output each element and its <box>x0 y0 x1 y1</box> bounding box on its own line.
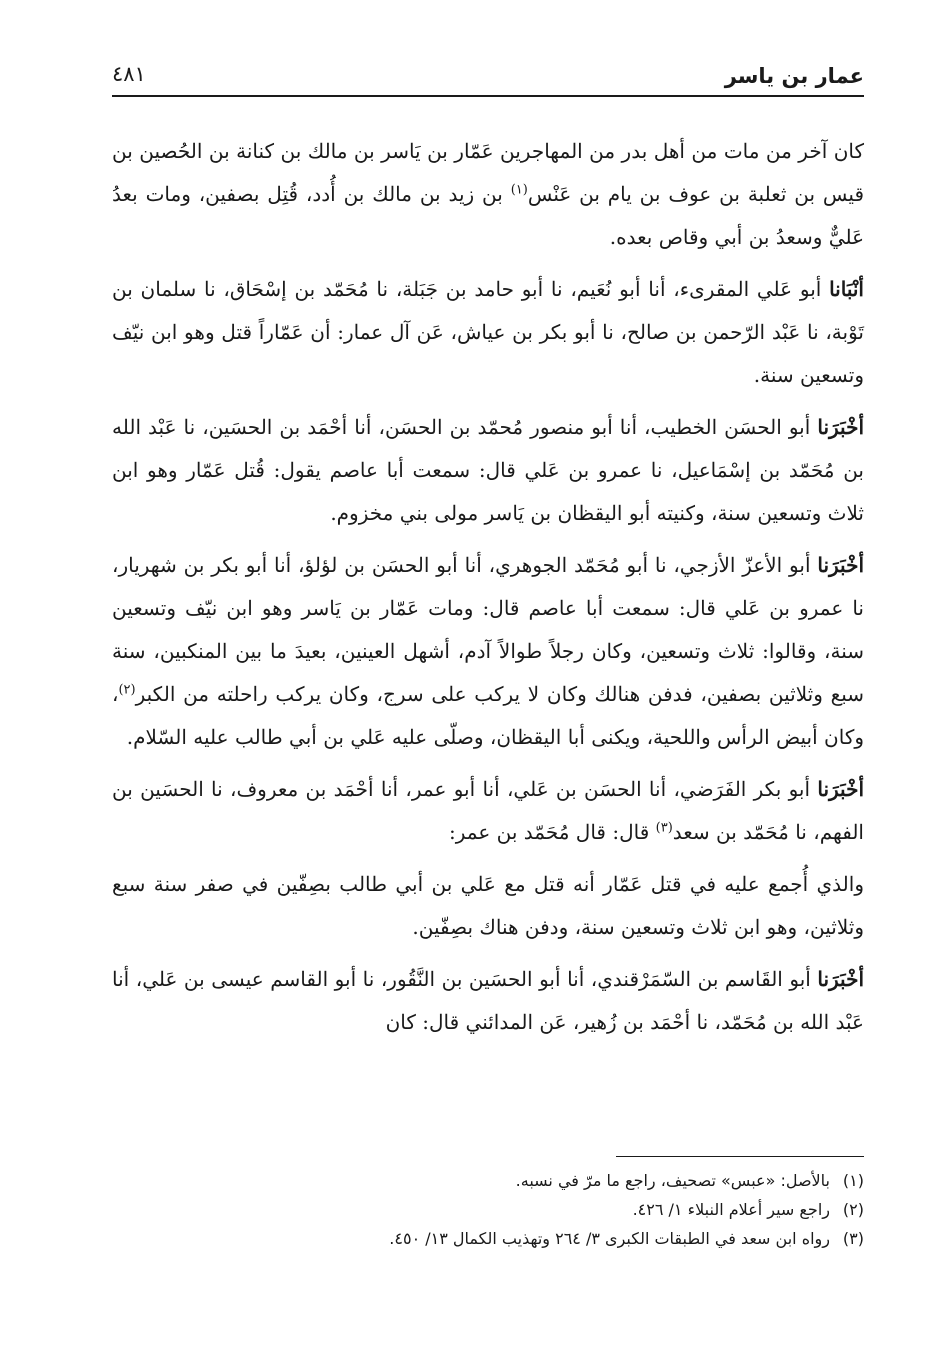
footnote-text: راجع سير أعلام النبلاء ١/ ٤٢٦. <box>632 1200 830 1219</box>
footnote-rule <box>616 1156 864 1157</box>
paragraph-text-after: قال: قال مُحَمّد بن عمر: <box>448 820 656 844</box>
paragraph-lead: أنْبَانا <box>829 277 864 301</box>
paragraph <box>112 768 864 854</box>
paragraph-text: كان آخر من مات من أهل بدر من المهاجرين عَمّار بن يَاسر بن مالك بن كنانة بن الحُصين بن قيس بن ثعلبة بن عوف بن يام بن عَنْس <box>112 139 864 206</box>
paragraph-lead: أخْبَرَنا <box>817 777 864 801</box>
footnote <box>112 1195 864 1224</box>
paragraph <box>112 406 864 535</box>
paragraph-text-after: بن زيد بن مالك بن أُدد، قُتِل بصفين، ومات بعدُ عَليٌّ وسعدُ بن أبي وقاص بعده. <box>112 182 864 249</box>
running-title: عمار بن ياسر <box>724 64 864 88</box>
footnote-ref: (٢) <box>118 682 136 698</box>
paragraph <box>112 268 864 397</box>
footnote-text: رواه ابن سعد في الطبقات الكبرى ٣/ ٢٦٤ وتهذيب الكمال ١٣/ ٤٥٠. <box>389 1229 830 1248</box>
paragraph-lead: أخْبَرَنا <box>817 415 864 439</box>
paragraph-lead: أخْبَرَنا <box>817 967 864 991</box>
main-text <box>112 130 864 1053</box>
footnote-text: بالأصل: «عبس» تصحيف، راجع ما مرّ في نسبه. <box>515 1171 830 1190</box>
running-header <box>112 56 864 96</box>
header-rule <box>112 95 864 97</box>
footnote-ref: (١) <box>510 182 528 198</box>
paragraph <box>112 130 864 259</box>
paragraph-text: أبو الحسَن الخطيب، أنا أبو منصور مُحمّد بن الحسَن، أنا أحْمَد بن الحسَين، نا عَبْد الله بن مُحَمّد بن إسْمَاعيل، نا عمرو بن عَلي قال: سمعت أبا عاصم يقول: قُتل عَمّار وهو ابن ثلاث وتسعين سنة، وكنيته أبو اليقظان بن يَاسر مولى بني مخزوم. <box>112 415 864 525</box>
paragraph-text: أبو بكر الفَرَضي، أنا الحسَن بن عَلي، أنا أبو عمر، أنا أحْمَد بن معروف، نا الحسَين بن الفهم، نا مُحَمّد بن سعد <box>112 777 864 844</box>
footnote-number: (١) <box>842 1171 864 1190</box>
footnote <box>112 1166 864 1195</box>
paragraph-text: والذي أُجمع عليه في قتل عَمّار أنه قتل مع عَلي بن أبي طالب بصِفّين في صفر سنة سبع وثلاثين، وهو ابن ثلاث وتسعين سنة، ودفن هناك بصِفّين. <box>112 872 864 939</box>
paragraph <box>112 863 864 949</box>
paragraph <box>112 544 864 759</box>
footnotes <box>112 1166 864 1253</box>
paragraph-lead: أخْبَرَنا <box>817 553 864 577</box>
page-number: ٤٨١ <box>112 62 146 86</box>
paragraph-text: أبو الأعزّ الأزجي، نا أبو مُحَمّد الجوهري، أنا أبو الحسَن بن لؤلؤ، أنا أبو بكر بن شهريار، نا عمرو بن عَلي قال: سمعت أبا عاصم قال: ومات عَمّار بن يَاسر وهو ابن نيّف وتسعين سنة، وقالوا: ثلاث وتسعين، وكان رجلاً طوالاً آدم، أشهل العينين، بعيدَ ما بين المنكبين، سنة سبع وثلاثين بصفين، فدفن هنالك وكان لا يركب على سرج، وكان يركب راحلته من الكبر <box>112 553 865 706</box>
paragraph-text: أبو عَلي المقرىء، أنا أبو نُعَيم، نا أبو حامد بن جَبَلة، نا مُحَمّد بن إسْحَاق، نا سلمان بن تَوْبة، نا عَبْد الرّحمن بن صالح، نا أبو بكر بن عياش، عَن آل عمار: أن عَمّاراً قتل وهو ابن نيّف وتسعين سنة. <box>112 277 864 387</box>
paragraph-text-after: ، وكان أبيض الرأس واللحية، ويكنى أبا اليقظان، وصلّى عليه عَلي بن أبي طالب عليه السّلام. <box>112 682 864 749</box>
footnote-number: (٢) <box>842 1200 864 1219</box>
footnote <box>112 1224 864 1253</box>
paragraph <box>112 958 864 1044</box>
footnote-number: (٣) <box>842 1229 864 1248</box>
paragraph-text: أبو القَاسم بن السّمَرْقندي، أنا أبو الحسَين بن النَّقُور، نا أبو القاسم عيسى بن عَلي، أنا عَبْد الله بن مُحَمّد، نا أحْمَد بن زُهير، عَن المدائني قال: كان <box>112 967 864 1034</box>
footnote-ref: (٣) <box>655 820 673 836</box>
